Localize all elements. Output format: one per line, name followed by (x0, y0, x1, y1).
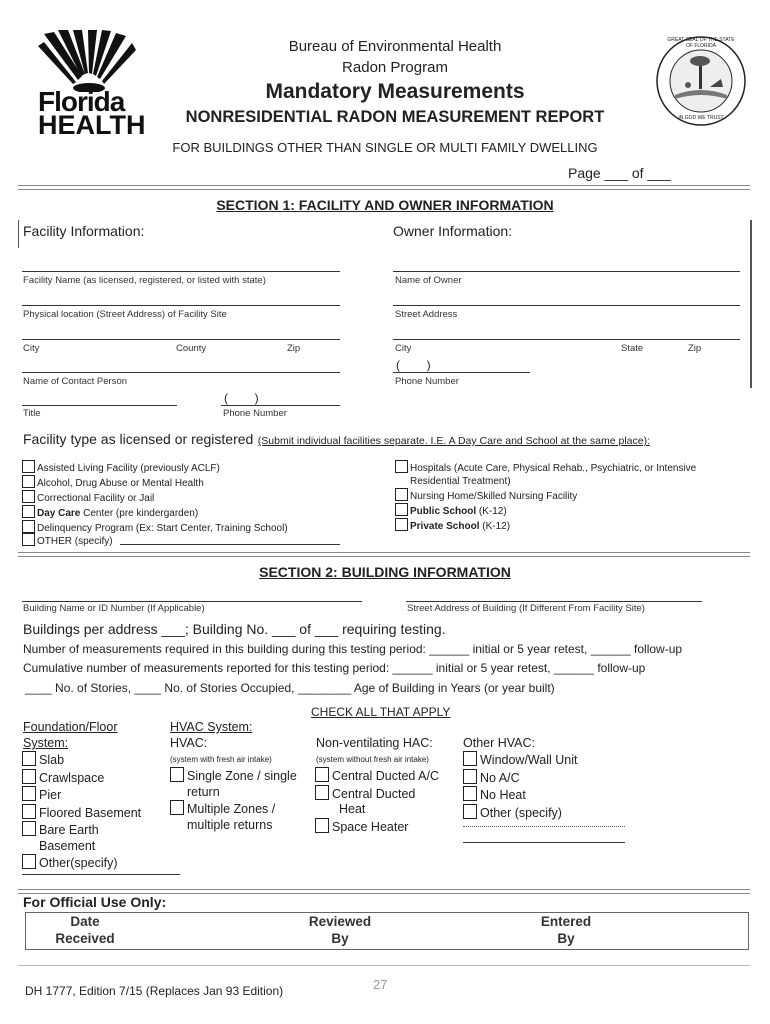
checkbox[interactable] (315, 767, 329, 782)
state-seal (655, 35, 747, 127)
report-subtitle: NONRESIDENTIAL RADON MEASUREMENT REPORT (185, 108, 605, 126)
seal-text-bottom: IN GOD WE TRUST (678, 115, 724, 121)
owner-name-label: Name of Owner (395, 275, 462, 286)
checkbox[interactable] (22, 490, 35, 503)
hvac-single-zone-cont: return (187, 784, 220, 799)
other-hvac-specify-field-1[interactable] (463, 826, 625, 827)
contact-phone-label: Phone Number (223, 408, 287, 419)
nonvent-central-heat[interactable]: Central Ducted (315, 785, 439, 803)
facility-type-private-school[interactable]: Private School (K-12) (395, 518, 696, 533)
contact-title-field[interactable] (22, 405, 177, 406)
bureau-name: Bureau of Environmental Health (288, 38, 502, 55)
checkbox[interactable] (315, 818, 329, 833)
physical-location-label: Physical location (Street Address) of Facility Site (23, 309, 227, 320)
checkbox[interactable] (395, 518, 408, 531)
foundation-crawlspace[interactable]: Crawlspace (22, 769, 141, 787)
checkbox[interactable] (22, 520, 35, 533)
facility-type-heading (23, 431, 650, 449)
foundation-options (22, 751, 141, 872)
facility-county-label: County (176, 343, 207, 354)
owner-city-field[interactable] (393, 339, 740, 340)
other-hvac-options (463, 751, 577, 821)
cumulative-measurements: Cumulative number of measurements reported for this testing period: ______ initial or 5 year retest, ______ follow-up (23, 661, 646, 675)
owner-street-label: Street Address (395, 309, 458, 320)
facility-type-hospitals-cont: Residential Treatment) (410, 476, 511, 487)
facility-type-hospitals[interactable]: Hospitals (Acute Care, Physical Rehab., Psychiatric, or Intensive (395, 460, 696, 475)
checkbox[interactable] (22, 769, 36, 784)
hvac-multiple-zones[interactable]: Multiple Zones / (170, 800, 297, 818)
facility-types-right (395, 460, 696, 533)
program-name: Radon Program (342, 59, 448, 76)
date-received-label: Date Received (55, 914, 115, 946)
checkbox[interactable] (22, 786, 36, 801)
building-name-field[interactable] (22, 601, 362, 602)
facility-name-field[interactable] (22, 271, 340, 272)
owner-state-label: State (621, 343, 644, 354)
checkbox[interactable] (463, 769, 477, 784)
foundation-bare-earth-cont: Basement (39, 838, 96, 853)
facility-city-label: City (23, 343, 40, 354)
header-rule (18, 185, 750, 190)
hvac-single-zone[interactable]: Single Zone / single (170, 767, 297, 785)
foundation-other[interactable]: Other(specify) (22, 854, 141, 872)
buildings-per-address: Buildings per address ___; Building No. ___ of ___ requiring testing. (23, 621, 446, 637)
facility-type-delinquency[interactable]: Delinquency Program (Ex: Start Center, Training School) (22, 520, 288, 535)
facility-types-left (22, 460, 288, 535)
checkbox[interactable] (22, 854, 36, 869)
owner-phone-label: Phone Number (395, 376, 459, 387)
nonvent-central-heat-cont: Heat (339, 802, 366, 816)
foundation-heading: Foundation/Floor (23, 720, 118, 734)
section-1-bottom-rule (18, 552, 750, 557)
checkbox[interactable] (22, 751, 36, 766)
facility-info-heading: Facility Information: (23, 223, 145, 239)
page-number: 27 (373, 977, 388, 992)
official-use-heading: For Official Use Only: (23, 894, 167, 910)
facility-zip-label: Zip (287, 343, 301, 354)
other-hvac-heading: Other HVAC: (463, 736, 536, 750)
other-hvac-no-ac[interactable]: No A/C (463, 769, 577, 787)
owner-zip-label: Zip (688, 343, 702, 354)
hvac-system-heading: HVAC System: (170, 720, 253, 734)
owner-phone-field[interactable] (393, 372, 530, 373)
stories-info: ____ No. of Stories, ____ No. of Stories Occupied, ________ Age of Building in Years (or year built) (25, 681, 555, 695)
checkbox[interactable] (22, 804, 36, 819)
contact-person-field[interactable] (22, 372, 340, 373)
report-scope: FOR BUILDINGS OTHER THAN SINGLE OR MULTI FAMILY DWELLING (172, 140, 598, 155)
building-name-label: Building Name or ID Number (If Applicable) (23, 603, 205, 614)
facility-city-field[interactable] (22, 339, 340, 340)
foundation-other-field[interactable] (22, 874, 180, 875)
owner-city-label: City (395, 343, 412, 354)
checkbox[interactable] (22, 505, 35, 518)
other-hvac-no-heat[interactable]: No Heat (463, 786, 577, 804)
nonvent-options (315, 767, 439, 835)
checkbox[interactable] (170, 767, 184, 782)
page-counter: Page ___ of ___ (568, 165, 671, 181)
check-all-heading: CHECK ALL THAT APPLY (311, 705, 451, 719)
owner-info-heading: Owner Information: (393, 223, 513, 239)
checkbox[interactable] (22, 475, 35, 488)
florida-health-logo (38, 30, 146, 140)
checkbox[interactable] (395, 503, 408, 516)
facility-type-other[interactable]: OTHER (specify) (22, 533, 113, 548)
foundation-pier[interactable]: Pier (22, 786, 141, 804)
checkbox[interactable] (463, 804, 477, 819)
entered-by-label: Entered By (540, 914, 592, 946)
logo-text-florida: Florida (38, 86, 125, 117)
physical-location-field[interactable] (22, 305, 340, 306)
section-1-right-bar (750, 220, 752, 388)
checkbox[interactable] (395, 460, 408, 473)
hvac-multiple-zones-cont: multiple returns (187, 817, 273, 832)
facility-type-nursing[interactable]: Nursing Home/Skilled Nursing Facility (395, 488, 696, 503)
contact-phone-field[interactable] (221, 405, 340, 406)
sunburst-icon (38, 30, 138, 92)
checkbox[interactable] (463, 786, 477, 801)
checkbox[interactable] (395, 488, 408, 501)
foundation-bare-earth[interactable]: Bare Earth (22, 821, 141, 839)
facility-type-alf[interactable]: Assisted Living Facility (previously ACLF) (22, 460, 288, 475)
contact-title-label: Title (23, 408, 41, 419)
nonvent-note: (system without fresh air intake) (316, 755, 429, 764)
other-hvac-window[interactable]: Window/Wall Unit (463, 751, 577, 769)
section-2-title: SECTION 2: BUILDING INFORMATION (259, 564, 511, 580)
hvac-heading: HVAC: (170, 736, 208, 750)
other-hvac-specify-field-2[interactable] (463, 842, 625, 843)
facility-type-public-school[interactable]: Public School (K-12) (395, 503, 696, 518)
facility-name-label: Facility Name (as licensed, registered, or listed with state) (23, 275, 266, 286)
page-title: Mandatory Measurements (265, 80, 525, 103)
section-1-left-bar (18, 220, 19, 248)
building-street-field[interactable] (406, 601, 702, 602)
num-measurements: Number of measurements required in this building during this testing period: ______ initial or 5 year retest, ______ follow-up (23, 642, 683, 656)
seal-text-top: GREAT SEAL OF THE STATE OF FLORIDA (667, 37, 735, 49)
reviewed-by-label: Reviewed By (308, 914, 372, 946)
checkbox[interactable] (315, 785, 329, 800)
footer-rule (18, 965, 750, 966)
section-1-title: SECTION 1: FACILITY AND OWNER INFORMATION (216, 197, 554, 213)
facility-type-alcohol[interactable]: Alcohol, Drug Abuse or Mental Health (22, 475, 288, 490)
hvac-options (170, 767, 297, 833)
nonvent-space-heater[interactable]: Space Heater (315, 818, 439, 836)
owner-phone-paren: ( ) (396, 358, 431, 372)
building-street-label: Street Address of Building (If Different From Facility Site) (407, 603, 645, 614)
hvac-note: (system with fresh air intake) (170, 755, 272, 764)
logo-text-health: HEALTH (38, 110, 146, 140)
foundation-heading-2: System: (23, 736, 69, 750)
facility-type-correctional[interactable]: Correctional Facility or Jail (22, 490, 288, 505)
owner-street-field[interactable] (393, 305, 740, 306)
checkbox[interactable] (170, 800, 184, 815)
other-hvac-other[interactable]: Other (specify) (463, 804, 577, 822)
checkbox[interactable] (22, 460, 35, 473)
facility-type-note: (Submit individual facilities separate. I.E. A Day Care and School at the same place): (257, 435, 650, 447)
contact-person-label: Name of Contact Person (23, 376, 128, 387)
foundation-slab[interactable]: Slab (22, 751, 141, 769)
checkbox[interactable] (22, 821, 36, 836)
facility-other-specify-field[interactable] (120, 544, 340, 545)
contact-phone-paren: ( ) (224, 391, 259, 405)
facility-type-day-care[interactable]: Day Care Center (pre kindergarden) (22, 505, 288, 520)
checkbox[interactable] (463, 751, 477, 766)
owner-name-field[interactable] (393, 271, 740, 272)
nonvent-heading: Non-ventilating HAC: (316, 736, 433, 750)
facility-type-main: Facility type as licensed or registered (23, 431, 254, 447)
foundation-floored-basement[interactable]: Floored Basement (22, 804, 141, 822)
checkbox[interactable] (22, 533, 35, 546)
form-id: DH 1777, Edition 7/15 (Replaces Jan 93 Edition) (25, 984, 284, 998)
nonvent-central-ac[interactable]: Central Ducted A/C (315, 767, 439, 785)
